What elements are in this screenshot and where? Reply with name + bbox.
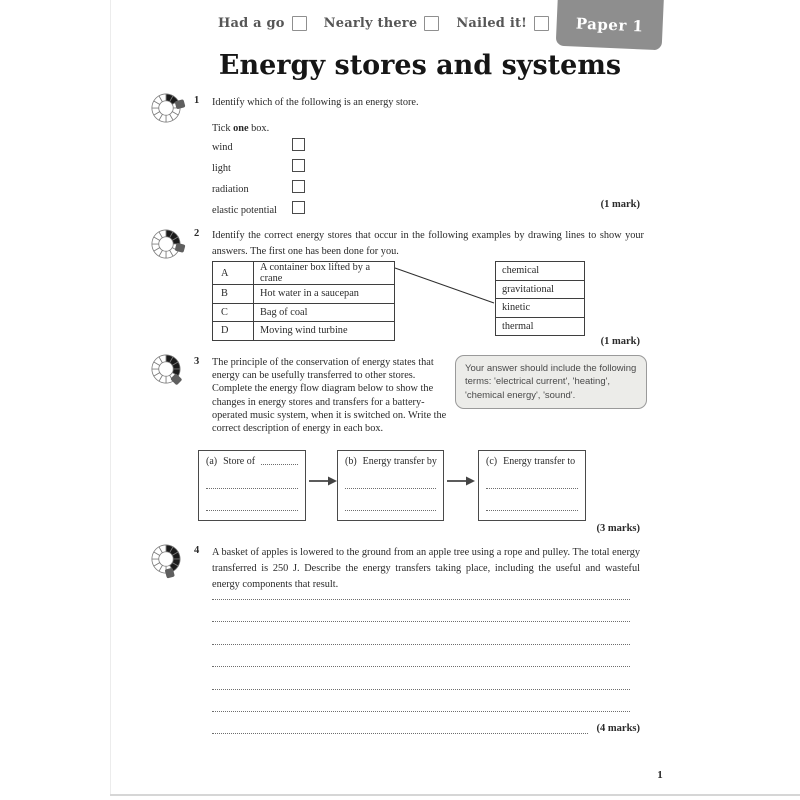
option-checkbox[interactable] [292,180,305,193]
option-row [212,200,412,221]
examples-table [212,261,395,341]
option-checkbox[interactable] [292,138,305,151]
flow-box-text: Energy transfer by [362,456,437,467]
had-a-go-checkbox[interactable] [292,16,307,31]
question-text: Identify which of the following is an energy store. [212,97,419,108]
answer-line-row [212,712,640,734]
energy-store-cell[interactable]: gravitational [496,280,585,299]
option-label: wind [212,142,233,153]
nailed-it-checkbox[interactable] [534,16,549,31]
option-row [212,179,412,200]
example-key-cell[interactable]: C [213,303,254,322]
option-checkbox[interactable] [292,201,305,214]
option-list [212,137,412,221]
table-row [213,322,395,341]
energy-store-cell[interactable]: thermal [496,317,585,336]
flow-box-label: (b) [345,456,357,467]
option-label: radiation [212,184,249,195]
page-title: Energy stores and systems [218,50,622,81]
answer-line[interactable] [212,600,630,623]
example-key-cell[interactable]: D [213,322,254,341]
example-label-cell[interactable]: Moving wind turbine [254,322,395,341]
question-text: The principle of the conservation of energy states that energy can be usefully transferred to other stores. Complete the energy flow diagram below to show the changes in energy stores and transfers for a battery-operated music system, when it is switched on. Write the correct description of energy in each box. [212,357,447,435]
answer-line[interactable] [212,690,630,713]
answer-line-connector [394,263,496,307]
example-label-cell[interactable]: Hot water in a saucepan [254,285,395,304]
hint-box: Your answer should include the following terms: 'electrical current', 'heating', 'chemical energy', 'sound'. [455,355,647,409]
energy-store-cell[interactable]: chemical [496,262,585,281]
had-a-go-label: Had a go [218,16,285,31]
answer-dotted-line[interactable] [345,489,436,511]
page-number: 1 [657,769,663,781]
answer-dotted-line[interactable] [206,467,298,489]
option-label: light [212,163,231,174]
energy-store-cell[interactable]: kinetic [496,299,585,318]
answer-line[interactable] [212,667,630,690]
flow-box-c [478,450,586,521]
marks-label: (1 mark) [600,336,640,347]
arrow-right-icon [447,475,475,487]
flow-box-a [198,450,306,521]
arrow-right-icon [309,475,337,487]
flow-box-text: Store of [223,456,256,467]
table-row [496,262,585,281]
page-bottom-edge [110,794,800,796]
question-number: 4 [194,545,200,556]
marks-label: (1 mark) [600,199,640,210]
option-row [212,158,412,179]
nailed-it-label: Nailed it! [456,16,528,31]
nearly-there-label: Nearly there [323,16,418,31]
table-row [496,317,585,336]
question-number: 1 [194,95,200,106]
answer-dotted-line[interactable] [261,464,298,465]
answer-dotted-line[interactable] [486,467,578,489]
option-label: elastic potential [212,205,277,216]
nearly-there-checkbox[interactable] [424,16,439,31]
table-row [496,299,585,318]
example-label-cell[interactable]: A container box lifted by a crane [254,262,395,285]
answer-dotted-line[interactable] [206,489,298,511]
question-text: Identify the correct energy stores that occur in the following examples by drawing lines to show your answers. The first one has been done for you. [212,230,644,257]
answer-dotted-line[interactable] [345,467,436,489]
example-key-cell[interactable]: B [213,285,254,304]
answer-dotted-line[interactable] [486,489,578,511]
question-number: 3 [194,356,200,367]
answer-line[interactable] [212,645,630,668]
answer-line[interactable] [212,577,630,600]
flow-box-label: (c) [486,456,498,467]
answer-line[interactable] [212,713,588,734]
table-row [213,285,395,304]
difficulty-dial-icon [146,539,186,579]
flow-box-b [337,450,444,521]
table-row [496,280,585,299]
flow-box-text: Energy transfer to [503,456,576,467]
page-gutter-line [110,0,111,794]
paper-tab: Paper 1 [556,0,665,50]
marks-label: (3 marks) [596,523,640,534]
answer-lines [212,577,640,734]
question-number: 2 [194,228,200,239]
difficulty-dial-icon [146,88,186,128]
example-key-cell[interactable]: A [213,262,254,285]
difficulty-dial-icon [146,349,186,389]
difficulty-dial-icon [146,224,186,264]
answer-line[interactable] [212,622,630,645]
option-checkbox[interactable] [292,159,305,172]
marks-label: (4 marks) [596,722,640,734]
progress-tracker [218,16,566,31]
question-text: A basket of apples is lowered to the ground from an apple tree using a rope and pulley. The total energy transferred is 250 J. Describe the energy transfers taking place, including the useful and wasteful energy components that result. [212,547,640,590]
option-row [212,137,412,158]
table-row [213,303,395,322]
flow-box-label: (a) [206,456,218,467]
tick-instruction: Tick one box. [212,123,270,134]
table-row [213,262,395,285]
energy-stores-table [495,261,585,336]
example-label-cell[interactable]: Bag of coal [254,303,395,322]
